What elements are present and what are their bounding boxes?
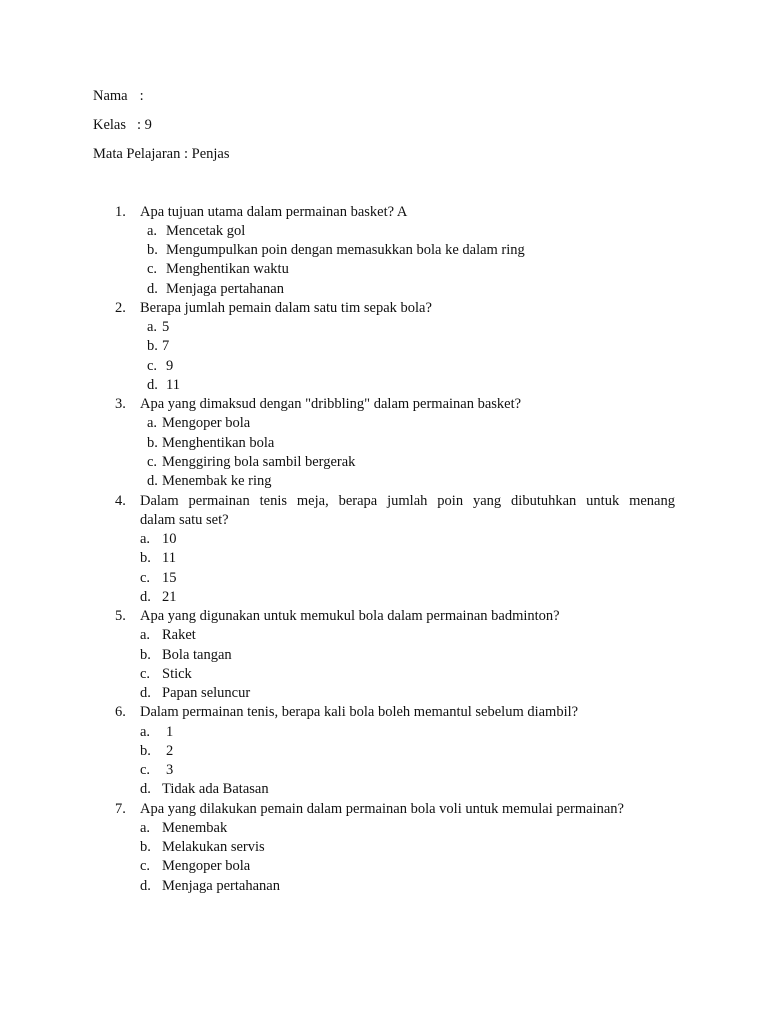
option-label: d. — [147, 377, 158, 393]
nama-line — [93, 87, 144, 106]
option-text: Mengumpulkan poin dengan memasukkan bola ke dalam ring — [166, 242, 525, 258]
option-label: b. — [147, 338, 158, 354]
option-label: d. — [140, 685, 151, 701]
option-text: 1 — [166, 724, 174, 740]
option-text: 15 — [162, 570, 177, 586]
question-text: Apa tujuan utama dalam permainan basket? A — [140, 204, 408, 220]
option-text: 5 — [162, 319, 170, 335]
option-text: Menghentikan bola — [162, 435, 275, 451]
option-label: d. — [147, 281, 158, 297]
question-number: 1. — [115, 204, 126, 220]
option-text: Bola tangan — [162, 647, 232, 663]
option-text: 11 — [166, 377, 180, 393]
option-label: c. — [140, 762, 151, 778]
option-text: Mengoper bola — [162, 415, 251, 431]
option-text: Papan seluncur — [162, 685, 251, 701]
option-text: 21 — [162, 589, 177, 605]
option-label: c. — [140, 858, 151, 874]
option-text: 10 — [162, 531, 177, 547]
option-label: b. — [147, 435, 158, 451]
kelas-line — [93, 116, 152, 135]
option-text: Raket — [162, 627, 196, 643]
option-text: Mengoper bola — [162, 858, 251, 874]
option-label: b. — [140, 839, 151, 855]
nama-separator: : — [139, 88, 144, 104]
option-text: Melakukan servis — [162, 839, 265, 855]
option-label: d. — [140, 878, 151, 894]
question-number: 7. — [115, 801, 126, 817]
option-text: Menghentikan waktu — [166, 261, 289, 277]
question-number: 6. — [115, 704, 126, 720]
mapel-label: Mata Pelajaran — [93, 146, 181, 162]
option-text: 3 — [166, 762, 174, 778]
option-label: b. — [140, 743, 151, 759]
option-label: d. — [140, 589, 151, 605]
question-text: Apa yang dilakukan pemain dalam permainan bola voli untuk memulai permainan? — [140, 801, 624, 817]
option-label: a. — [147, 415, 158, 431]
option-label: b. — [140, 550, 151, 566]
mapel-value: : Penjas — [184, 146, 230, 162]
option-label: c. — [147, 454, 158, 470]
question-text: Dalam permainan tenis, berapa kali bola boleh memantul sebelum diambil? — [140, 704, 579, 720]
option-label: a. — [140, 724, 151, 740]
option-label: c. — [140, 666, 151, 682]
option-label: c. — [147, 261, 158, 277]
mapel-line — [93, 145, 230, 164]
option-label: c. — [140, 570, 151, 586]
kelas-value: : 9 — [137, 117, 152, 133]
nama-label: Nama — [93, 88, 128, 104]
option-label: b. — [140, 647, 151, 663]
kelas-label: Kelas — [93, 117, 127, 133]
option-label: b. — [147, 242, 158, 258]
question-text: Apa yang dimaksud dengan "dribbling" dalam permainan basket? — [140, 396, 522, 412]
option-text: Menjaga pertahanan — [162, 878, 280, 894]
option-label: a. — [140, 627, 151, 643]
option-label: c. — [147, 358, 158, 374]
option-text: Menjaga pertahanan — [166, 281, 284, 297]
option-text: Menggiring bola sambil bergerak — [162, 454, 356, 470]
question-text: Apa yang digunakan untuk memukul bola dalam permainan badminton? — [140, 608, 560, 624]
option-label: a. — [140, 531, 151, 547]
option-text: Stick — [162, 666, 192, 682]
option-text: 9 — [166, 358, 174, 374]
question-text: Dalam permainan tenis meja, berapa jumlah poin yang dibutuhkan untuk menang — [140, 493, 675, 509]
option-text: Menembak — [162, 820, 228, 836]
option-text: Tidak ada Batasan — [162, 781, 269, 797]
option-label: d. — [147, 473, 158, 489]
question-number: 2. — [115, 300, 126, 316]
option-label: a. — [140, 820, 151, 836]
question-number: 3. — [115, 396, 126, 412]
option-text: 11 — [162, 550, 176, 566]
question-text-continued: dalam satu set? — [140, 512, 229, 528]
option-text: 2 — [166, 743, 174, 759]
option-text: 7 — [162, 338, 170, 354]
question-number: 4. — [115, 493, 126, 509]
option-label: a. — [147, 319, 158, 335]
option-label: a. — [147, 223, 158, 239]
option-text: Menembak ke ring — [162, 473, 272, 489]
option-text: Mencetak gol — [166, 223, 246, 239]
question-text: Berapa jumlah pemain dalam satu tim sepak bola? — [140, 300, 432, 316]
option-label: d. — [140, 781, 151, 797]
question-number: 5. — [115, 608, 126, 624]
